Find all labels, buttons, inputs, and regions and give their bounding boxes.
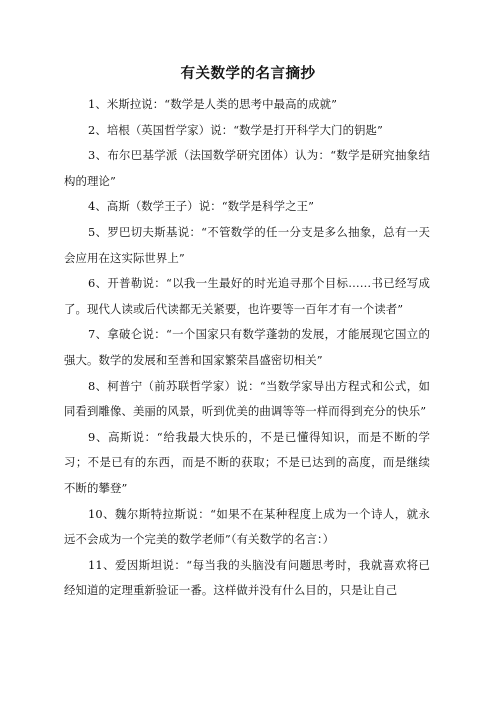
document-title: 有关数学的名言摘抄	[180, 66, 316, 82]
quote-paragraph-11: 11、爱因斯坦说：“每当我的头脑没有问题思考时，我就喜欢将已经知道的定理重新验证一番。这样做并没有什么目的，只是让自己	[64, 557, 430, 598]
quote-paragraph-10: 10、魏尔斯特拉斯说：“如果不在某种程度上成为一个诗人，就永远不会成为一个完美的数学老师”（有关数学的名言：）	[64, 506, 430, 547]
quote-paragraph-4: 4、高斯（数学王子）说：“数学是科学之王”	[88, 199, 315, 214]
quote-paragraph-6: 6、开普勒说：“以我一生最好的时光追寻那个目标……书已经写成了。现代人读或后代读都无关紧要，也许要等一百年才有一个读者”	[64, 276, 430, 316]
quote-paragraph-7: 7、拿破仑说：“一个国家只有数学蓬勃的发展，才能展现它国立的强大。数学的发展和至善和国家繁荣昌盛密切相关”	[64, 327, 430, 367]
quote-paragraph-3: 3、布尔巴基学派（法国数学研究团体）认为：“数学是研究抽象结构的理论”	[64, 148, 430, 188]
quote-paragraph-2: 2、培根（英国哲学家）说：“数学是打开科学大门的钥匙”	[88, 122, 383, 137]
quote-paragraph-9: 9、高斯说：“给我最大快乐的，不是已懂得知识，而是不断的学习；不是已有的东西，而是不断的获取；不是已达到的高度，而是继续不断的攀登”	[64, 429, 430, 495]
quote-paragraph-5: 5、罗巴切夫斯基说：“不管数学的任一分支是多么抽象，总有一天会应用在这实际世界上”	[64, 224, 430, 265]
quote-list	[64, 92, 430, 604]
quote-paragraph-1: 1、米斯拉说：“数学是人类的思考中最高的成就”	[88, 97, 338, 111]
quote-paragraph-8: 8、柯普宁（前苏联哲学家）说：“当数学家导出方程式和公式，如同看到雕像、美丽的风景，听到优美的曲调等等一样而得到充分的快乐”	[64, 378, 430, 419]
